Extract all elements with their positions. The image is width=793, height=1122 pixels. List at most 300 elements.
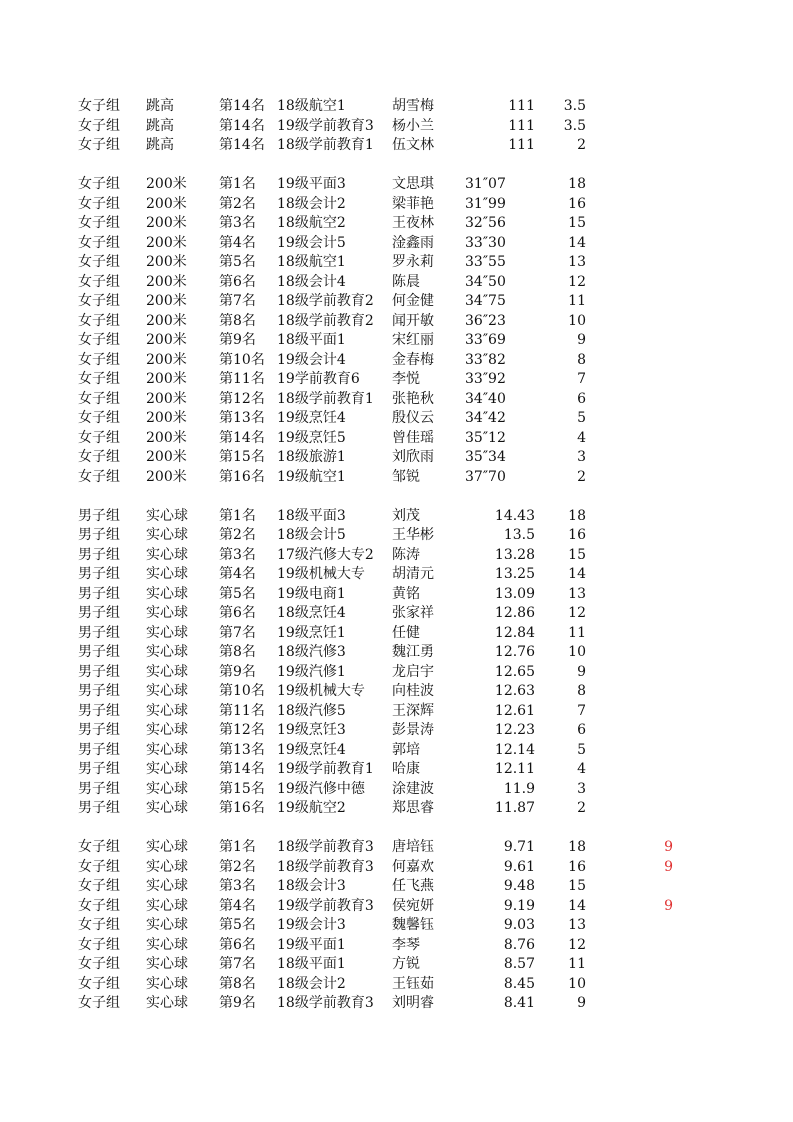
- name-cell: 王钰茹: [392, 975, 434, 992]
- event-cell: 200米: [146, 254, 187, 270]
- group-cell: 女子组: [78, 390, 120, 407]
- name-cell: 刘欣雨: [392, 449, 434, 465]
- event-cell: 200米: [146, 449, 187, 465]
- group-cell: 男子组: [78, 527, 120, 543]
- name-cell: 殷仪云: [392, 410, 434, 426]
- result-cell: 35″12: [465, 429, 506, 446]
- class-cell: 19学前教育6: [277, 371, 360, 387]
- name-cell: 张家祥: [392, 605, 434, 621]
- result-cell: 12.76: [494, 644, 535, 660]
- name-cell: 王夜林: [392, 215, 434, 231]
- rank-cell: 第13名: [219, 410, 265, 426]
- result-cell: 11.87: [494, 800, 535, 816]
- rank-cell: 第2名: [219, 527, 256, 543]
- result-cell: 33″82: [465, 351, 506, 368]
- name-cell: 龙启宇: [392, 663, 434, 680]
- table-row: [0, 390, 793, 410]
- result-cell: 9.71: [503, 839, 535, 855]
- name-cell: 李琴: [392, 936, 420, 953]
- class-cell: 19级航空1: [277, 468, 346, 485]
- points-cell: 11: [568, 956, 586, 972]
- class-cell: 19级汽修1: [277, 663, 346, 680]
- rank-cell: 第14名: [219, 98, 265, 114]
- class-cell: 19级烹饪1: [277, 624, 346, 641]
- event-cell: 200米: [146, 176, 187, 192]
- rank-cell: 第3名: [219, 215, 256, 231]
- name-cell: 李悦: [392, 371, 420, 387]
- rank-cell: 第3名: [219, 546, 256, 563]
- table-row: [0, 877, 793, 897]
- event-cell: 实心球: [146, 605, 188, 621]
- class-cell: 18级学前教育3: [277, 995, 374, 1011]
- points-cell: 3.5: [563, 117, 586, 134]
- rank-cell: 第11名: [219, 371, 265, 387]
- points-cell: 14: [568, 566, 586, 582]
- event-cell: 实心球: [146, 585, 188, 602]
- result-cell: 33″30: [465, 234, 506, 251]
- group-cell: 女子组: [78, 936, 120, 953]
- table-row: [0, 175, 793, 195]
- name-cell: 方锐: [392, 956, 420, 972]
- result-cell: 34″75: [465, 293, 506, 309]
- result-cell: 31″99: [465, 195, 506, 212]
- extra-cell: 9: [664, 858, 673, 875]
- event-cell: 实心球: [146, 624, 188, 641]
- name-cell: 刘明睿: [392, 995, 434, 1011]
- points-cell: 14: [568, 897, 586, 914]
- group-cell: 女子组: [78, 332, 120, 348]
- result-cell: 9.61: [503, 858, 535, 875]
- class-cell: 18级会计2: [277, 195, 346, 212]
- event-cell: 实心球: [146, 878, 188, 894]
- class-cell: 18级航空2: [277, 215, 346, 231]
- class-cell: 19级机械大专: [277, 566, 365, 582]
- name-cell: 魏馨钰: [392, 917, 434, 933]
- name-cell: 宋红丽: [392, 332, 434, 348]
- event-cell: 跳高: [146, 117, 174, 134]
- name-cell: 任飞燕: [392, 878, 434, 894]
- rank-cell: 第10名: [219, 683, 265, 699]
- event-cell: 实心球: [146, 546, 188, 563]
- group-cell: 男子组: [78, 507, 120, 524]
- table-row: [0, 565, 793, 585]
- result-cell: 9.19: [503, 897, 535, 914]
- group-cell: 女子组: [78, 117, 120, 134]
- class-cell: 19级机械大专: [277, 683, 365, 699]
- group-cell: 女子组: [78, 273, 120, 290]
- points-cell: 13: [568, 254, 586, 270]
- result-cell: 36″23: [465, 312, 506, 329]
- table-row: [0, 741, 793, 761]
- points-cell: 15: [568, 878, 586, 894]
- group-cell: 女子组: [78, 312, 120, 329]
- points-cell: 18: [568, 176, 586, 192]
- result-cell: 31″07: [465, 176, 506, 192]
- points-cell: 8: [577, 351, 586, 368]
- name-cell: 王华彬: [392, 527, 434, 543]
- table-row: [0, 273, 793, 293]
- group-cell: 女子组: [78, 858, 120, 875]
- name-cell: 涂建波: [392, 780, 434, 797]
- points-cell: 3: [577, 449, 586, 465]
- event-cell: 实心球: [146, 663, 188, 680]
- name-cell: 梁菲艳: [392, 195, 434, 212]
- event-cell: 实心球: [146, 936, 188, 953]
- result-cell: 13.09: [494, 585, 535, 602]
- result-cell: 8.41: [503, 995, 535, 1011]
- result-cell: 11.9: [503, 780, 535, 797]
- points-cell: 16: [568, 195, 586, 212]
- rank-cell: 第4名: [219, 234, 256, 251]
- event-cell: 200米: [146, 468, 187, 485]
- table-row: [0, 643, 793, 663]
- result-cell: 8.76: [503, 936, 535, 953]
- rank-cell: 第7名: [219, 956, 256, 972]
- table-row: [0, 370, 793, 390]
- name-cell: 杨小兰: [392, 117, 434, 134]
- name-cell: 王深辉: [392, 702, 434, 719]
- rank-cell: 第8名: [219, 644, 256, 660]
- table-row: [0, 507, 793, 527]
- result-cell: 12.11: [494, 761, 535, 777]
- rank-cell: 第1名: [219, 176, 256, 192]
- points-cell: 13: [568, 585, 586, 602]
- rank-cell: 第13名: [219, 741, 265, 758]
- table-row: [0, 975, 793, 995]
- points-cell: 2: [577, 800, 586, 816]
- group-cell: 女子组: [78, 254, 120, 270]
- class-cell: 18级学前教育2: [277, 293, 374, 309]
- table-row: [0, 994, 793, 1014]
- name-cell: 哈康: [392, 761, 420, 777]
- name-cell: 胡雪梅: [392, 98, 434, 114]
- group-cell: 男子组: [78, 546, 120, 563]
- table-row: [0, 799, 793, 819]
- event-cell: 200米: [146, 390, 187, 407]
- group-cell: 男子组: [78, 585, 120, 602]
- group-cell: 女子组: [78, 956, 120, 972]
- class-cell: 19级学前教育3: [277, 897, 374, 914]
- table-row: [0, 663, 793, 683]
- name-cell: 郭培: [392, 741, 420, 758]
- group-cell: 女子组: [78, 293, 120, 309]
- class-cell: 19级电商1: [277, 585, 346, 602]
- extra-cell: 9: [664, 897, 673, 914]
- table-row: [0, 331, 793, 351]
- result-cell: 13.28: [494, 546, 535, 563]
- event-cell: 200米: [146, 215, 187, 231]
- name-cell: 金春梅: [392, 351, 434, 368]
- result-cell: 14.43: [494, 507, 535, 524]
- points-cell: 8: [577, 683, 586, 699]
- class-cell: 18级学前教育1: [277, 137, 374, 153]
- event-cell: 跳高: [146, 137, 174, 153]
- points-cell: 2: [577, 137, 586, 153]
- name-cell: 淦鑫雨: [392, 234, 434, 251]
- name-cell: 郑思睿: [392, 800, 434, 816]
- table-row: [0, 780, 793, 800]
- rank-cell: 第14名: [219, 761, 265, 777]
- name-cell: 伍文林: [392, 137, 434, 153]
- name-cell: 罗永莉: [392, 254, 434, 270]
- result-cell: 9.03: [503, 917, 535, 933]
- points-cell: 14: [568, 234, 586, 251]
- rank-cell: 第12名: [219, 722, 265, 738]
- table-row: [0, 760, 793, 780]
- group-cell: 女子组: [78, 351, 120, 368]
- result-cell: 8.45: [503, 975, 535, 992]
- section-gap: [0, 487, 793, 507]
- rank-cell: 第6名: [219, 273, 256, 290]
- event-cell: 200米: [146, 371, 187, 387]
- class-cell: 19级烹饪4: [277, 410, 346, 426]
- event-cell: 实心球: [146, 741, 188, 758]
- table-row: [0, 604, 793, 624]
- rank-cell: 第7名: [219, 293, 256, 309]
- rank-cell: 第10名: [219, 351, 265, 368]
- points-cell: 9: [577, 332, 586, 348]
- points-cell: 18: [568, 507, 586, 524]
- group-cell: 女子组: [78, 98, 120, 114]
- class-cell: 18级会计5: [277, 527, 346, 543]
- group-cell: 女子组: [78, 995, 120, 1011]
- rank-cell: 第9名: [219, 995, 256, 1011]
- result-cell: 111: [508, 98, 535, 114]
- result-cell: 12.61: [494, 702, 535, 719]
- event-cell: 实心球: [146, 839, 188, 855]
- points-cell: 11: [568, 293, 586, 309]
- table-row: [0, 585, 793, 605]
- class-cell: 19级会计3: [277, 917, 346, 933]
- points-cell: 12: [568, 936, 586, 953]
- result-cell: 13.5: [503, 527, 535, 543]
- points-cell: 18: [568, 839, 586, 855]
- class-cell: 18级平面1: [277, 332, 346, 348]
- event-cell: 200米: [146, 410, 187, 426]
- name-cell: 彭景涛: [392, 722, 434, 738]
- result-cell: 12.23: [494, 722, 535, 738]
- rank-cell: 第15名: [219, 780, 265, 797]
- group-cell: 男子组: [78, 624, 120, 641]
- extra-cell: 9: [664, 839, 673, 855]
- points-cell: 9: [577, 663, 586, 680]
- group-cell: 男子组: [78, 741, 120, 758]
- points-cell: 15: [568, 215, 586, 231]
- name-cell: 唐培钰: [392, 839, 434, 855]
- points-cell: 5: [577, 741, 586, 758]
- points-cell: 12: [568, 273, 586, 290]
- section-gap: [0, 819, 793, 839]
- group-cell: 女子组: [78, 468, 120, 485]
- result-cell: 12.84: [494, 624, 535, 641]
- event-cell: 200米: [146, 312, 187, 329]
- rank-cell: 第5名: [219, 917, 256, 933]
- class-cell: 18级学前教育1: [277, 390, 374, 407]
- group-cell: 女子组: [78, 839, 120, 855]
- event-cell: 实心球: [146, 566, 188, 582]
- points-cell: 6: [577, 390, 586, 407]
- event-cell: 实心球: [146, 761, 188, 777]
- event-cell: 实心球: [146, 917, 188, 933]
- group-cell: 男子组: [78, 605, 120, 621]
- points-cell: 16: [568, 858, 586, 875]
- result-cell: 37″70: [465, 468, 506, 485]
- group-cell: 男子组: [78, 702, 120, 719]
- result-cell: 111: [508, 137, 535, 153]
- group-cell: 女子组: [78, 234, 120, 251]
- name-cell: 任健: [392, 624, 420, 641]
- group-cell: 男子组: [78, 761, 120, 777]
- name-cell: 曾佳瑶: [392, 429, 434, 446]
- rank-cell: 第16名: [219, 468, 265, 485]
- table-row: [0, 312, 793, 332]
- class-cell: 19级学前教育3: [277, 117, 374, 134]
- event-cell: 实心球: [146, 780, 188, 797]
- class-cell: 18级学前教育2: [277, 312, 374, 329]
- points-cell: 4: [577, 429, 586, 446]
- table-row: [0, 624, 793, 644]
- rank-cell: 第5名: [219, 254, 256, 270]
- name-cell: 侯宛妍: [392, 897, 434, 914]
- rank-cell: 第12名: [219, 390, 265, 407]
- points-cell: 3: [577, 780, 586, 797]
- points-cell: 5: [577, 410, 586, 426]
- group-cell: 女子组: [78, 176, 120, 192]
- points-cell: 4: [577, 761, 586, 777]
- class-cell: 18级平面3: [277, 507, 346, 524]
- rank-cell: 第14名: [219, 117, 265, 134]
- table-row: [0, 117, 793, 137]
- table-row: [0, 409, 793, 429]
- class-cell: 17级汽修大专2: [277, 546, 374, 563]
- rank-cell: 第14名: [219, 429, 265, 446]
- table-row: [0, 253, 793, 273]
- class-cell: 19级烹饪5: [277, 429, 346, 446]
- event-cell: 实心球: [146, 897, 188, 914]
- result-cell: 34″42: [465, 410, 506, 426]
- points-cell: 10: [568, 975, 586, 992]
- event-cell: 实心球: [146, 956, 188, 972]
- event-cell: 实心球: [146, 975, 188, 992]
- table-row: [0, 955, 793, 975]
- name-cell: 张艳秋: [392, 390, 434, 407]
- rank-cell: 第11名: [219, 702, 265, 719]
- group-cell: 男子组: [78, 683, 120, 699]
- points-cell: 9: [577, 995, 586, 1011]
- result-cell: 12.63: [494, 683, 535, 699]
- rank-cell: 第2名: [219, 195, 256, 212]
- group-cell: 女子组: [78, 917, 120, 933]
- result-cell: 34″40: [465, 390, 506, 407]
- event-cell: 200米: [146, 351, 187, 368]
- table-row: [0, 234, 793, 254]
- table-row: [0, 897, 793, 917]
- rank-cell: 第3名: [219, 878, 256, 894]
- event-cell: 200米: [146, 273, 187, 290]
- event-cell: 实心球: [146, 995, 188, 1011]
- points-cell: 16: [568, 527, 586, 543]
- rank-cell: 第8名: [219, 312, 256, 329]
- table-row: [0, 214, 793, 234]
- table-row: [0, 936, 793, 956]
- group-cell: 男子组: [78, 722, 120, 738]
- event-cell: 实心球: [146, 683, 188, 699]
- points-cell: 7: [577, 371, 586, 387]
- table-row: [0, 136, 793, 156]
- result-cell: 9.48: [503, 878, 535, 894]
- group-cell: 女子组: [78, 878, 120, 894]
- rank-cell: 第1名: [219, 507, 256, 524]
- name-cell: 胡清元: [392, 566, 434, 582]
- rank-cell: 第8名: [219, 975, 256, 992]
- result-cell: 35″34: [465, 449, 506, 465]
- points-cell: 11: [568, 624, 586, 641]
- result-cell: 111: [508, 117, 535, 134]
- points-cell: 3.5: [563, 98, 586, 114]
- name-cell: 闻开敏: [392, 312, 434, 329]
- rank-cell: 第1名: [219, 839, 256, 855]
- name-cell: 文思琪: [392, 176, 434, 192]
- class-cell: 18级旅游1: [277, 449, 346, 465]
- class-cell: 18级学前教育3: [277, 858, 374, 875]
- table-row: [0, 526, 793, 546]
- class-cell: 18级航空1: [277, 98, 346, 114]
- class-cell: 19级航空2: [277, 800, 346, 816]
- name-cell: 黄铭: [392, 585, 420, 602]
- class-cell: 18级学前教育3: [277, 839, 374, 855]
- class-cell: 18级会计4: [277, 273, 346, 290]
- result-cell: 34″50: [465, 273, 506, 290]
- group-cell: 女子组: [78, 410, 120, 426]
- rank-cell: 第4名: [219, 897, 256, 914]
- table-row: [0, 838, 793, 858]
- event-cell: 200米: [146, 195, 187, 212]
- class-cell: 18级平面1: [277, 956, 346, 972]
- class-cell: 19级烹饪3: [277, 722, 346, 738]
- name-cell: 向桂波: [392, 683, 434, 699]
- name-cell: 陈涛: [392, 546, 420, 563]
- points-cell: 15: [568, 546, 586, 563]
- points-cell: 6: [577, 722, 586, 738]
- event-cell: 实心球: [146, 800, 188, 816]
- results-sheet: [0, 97, 793, 1014]
- points-cell: 12: [568, 605, 586, 621]
- table-row: [0, 448, 793, 468]
- group-cell: 男子组: [78, 800, 120, 816]
- class-cell: 19级会计5: [277, 234, 346, 251]
- rank-cell: 第15名: [219, 449, 265, 465]
- section-gap: [0, 156, 793, 176]
- group-cell: 女子组: [78, 215, 120, 231]
- result-cell: 12.65: [494, 663, 535, 680]
- table-row: [0, 429, 793, 449]
- rank-cell: 第7名: [219, 624, 256, 641]
- rank-cell: 第16名: [219, 800, 265, 816]
- group-cell: 男子组: [78, 566, 120, 582]
- class-cell: 19级学前教育1: [277, 761, 374, 777]
- rank-cell: 第14名: [219, 137, 265, 153]
- class-cell: 18级会计3: [277, 878, 346, 894]
- table-row: [0, 97, 793, 117]
- result-cell: 12.86: [494, 605, 535, 621]
- points-cell: 7: [577, 702, 586, 719]
- class-cell: 19级烹饪4: [277, 741, 346, 758]
- class-cell: 19级平面1: [277, 936, 346, 953]
- group-cell: 女子组: [78, 897, 120, 914]
- event-cell: 实心球: [146, 644, 188, 660]
- table-row: [0, 546, 793, 566]
- rank-cell: 第6名: [219, 936, 256, 953]
